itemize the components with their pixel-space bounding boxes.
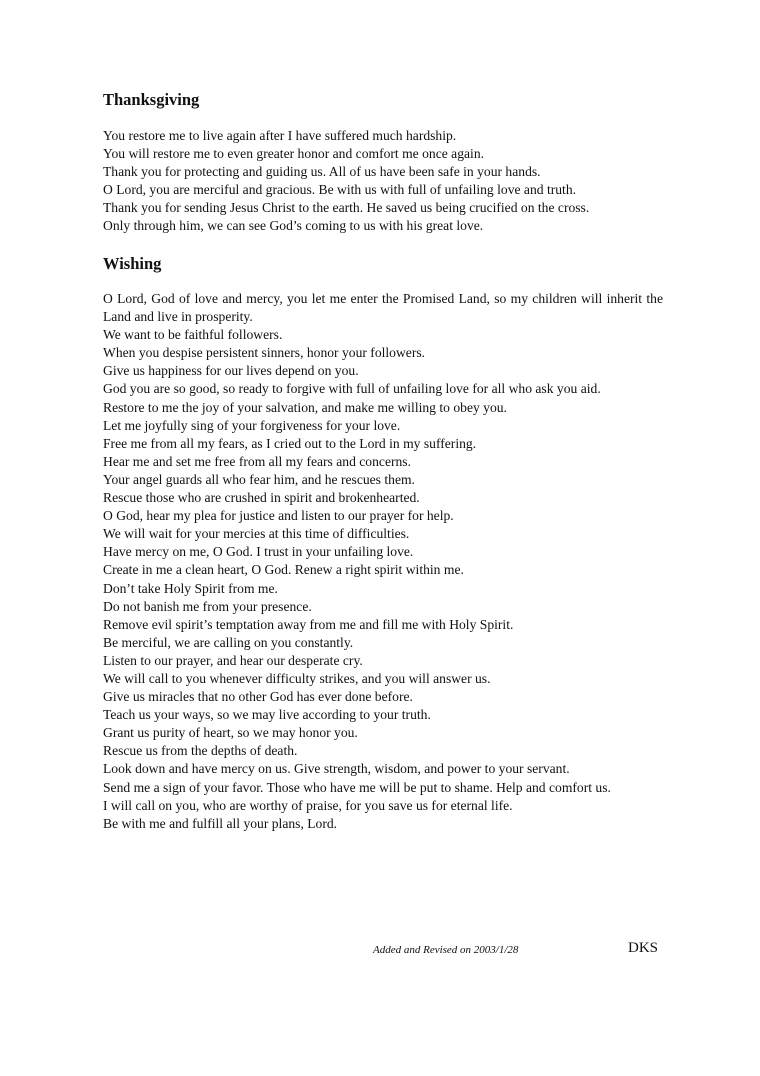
thanksgiving-line: O Lord, you are merciful and gracious. Be with us with full of unfailing love and truth. [103,182,577,198]
revision-note: Added and Revised on 2003/1/28 [373,944,519,956]
wishing-line: Look down and have mercy on us. Give strength, wisdom, and power to your servant. [103,761,570,777]
wishing-line: Rescue us from the depths of death. [103,743,298,759]
wishing-line: Restore to me the joy of your salvation, and make me willing to obey you. [103,399,507,415]
wishing-line: Give us miracles that no other God has ever done before. [103,689,413,705]
thanksgiving-line: Thank you for protecting and guiding us. All of us have been safe in your hands. [103,164,541,180]
thanksgiving-line: Only through him, we can see God’s coming to us with his great love. [103,218,484,234]
wishing-line: Rescue those who are crushed in spirit and brokenhearted. [103,490,420,506]
wishing-line: Don’t take Holy Spirit from me. [103,580,278,596]
wishing-line: Your angel guards all who fear him, and he rescues them. [103,471,415,487]
wishing-line: Be with me and fulfill all your plans, Lord. [103,815,338,831]
wishing-wrapped-line: Send me a sign of your favor. Those who have me will be put to shame. Help and comfort us. [103,779,611,795]
thanksgiving-lines [103,127,663,236]
wishing-paragraph: O Lord, God of love and mercy, you let me enter the Promised Land, so my children will inherit the Land and live in prosperity. [103,291,663,325]
wishing-lines [103,290,663,833]
wishing-line: Give us happiness for our lives depend on you. [103,363,359,379]
wishing-line: Be merciful, we are calling on you constantly. [103,634,354,650]
wishing-line: Teach us your ways, so we may live according to your truth. [103,707,431,723]
wishing-line: We want to be faithful followers. [103,327,283,343]
author-initials: DKS [628,940,659,956]
thanksgiving-heading: Thanksgiving [103,90,200,109]
wishing-line: When you despise persistent sinners, honor your followers. [103,345,426,361]
wishing-line: We will wait for your mercies at this time of difficulties. [103,526,410,542]
wishing-line: Remove evil spirit’s temptation away from me and fill me with Holy Spirit. [103,616,514,632]
wishing-line: Create in me a clean heart, O God. Renew a right spirit within me. [103,562,464,578]
thanksgiving-line: You restore me to live again after I have suffered much hardship. [103,128,457,143]
wishing-line: Listen to our prayer, and hear our desperate cry. [103,652,363,668]
wishing-line: O God, hear my plea for justice and listen to our prayer for help. [103,508,454,524]
wishing-line: Hear me and set me free from all my fears and concerns. [103,453,411,469]
wishing-line: Do not banish me from your presence. [103,598,312,614]
wishing-line: Grant us purity of heart, so we may honor you. [103,725,358,741]
wishing-line: Let me joyfully sing of your forgiveness for your love. [103,417,401,433]
thanksgiving-line: You will restore me to even greater honor and comfort me once again. [103,146,485,162]
thanksgiving-line: Thank you for sending Jesus Christ to the earth. He saved us being crucified on the cross. [103,200,590,216]
wishing-line: We will call to you whenever difficulty strikes, and you will answer us. [103,670,491,686]
wishing-line: I will call on you, who are worthy of praise, for you save us for eternal life. [103,797,513,813]
wishing-line: Free me from all my fears, as I cried out to the Lord in my suffering. [103,435,477,451]
wishing-line: God you are so good, so ready to forgive with full of unfailing love for all who ask you aid. [103,381,601,397]
wishing-line: Have mercy on me, O God. I trust in your unfailing love. [103,544,414,560]
wishing-heading: Wishing [103,254,162,273]
